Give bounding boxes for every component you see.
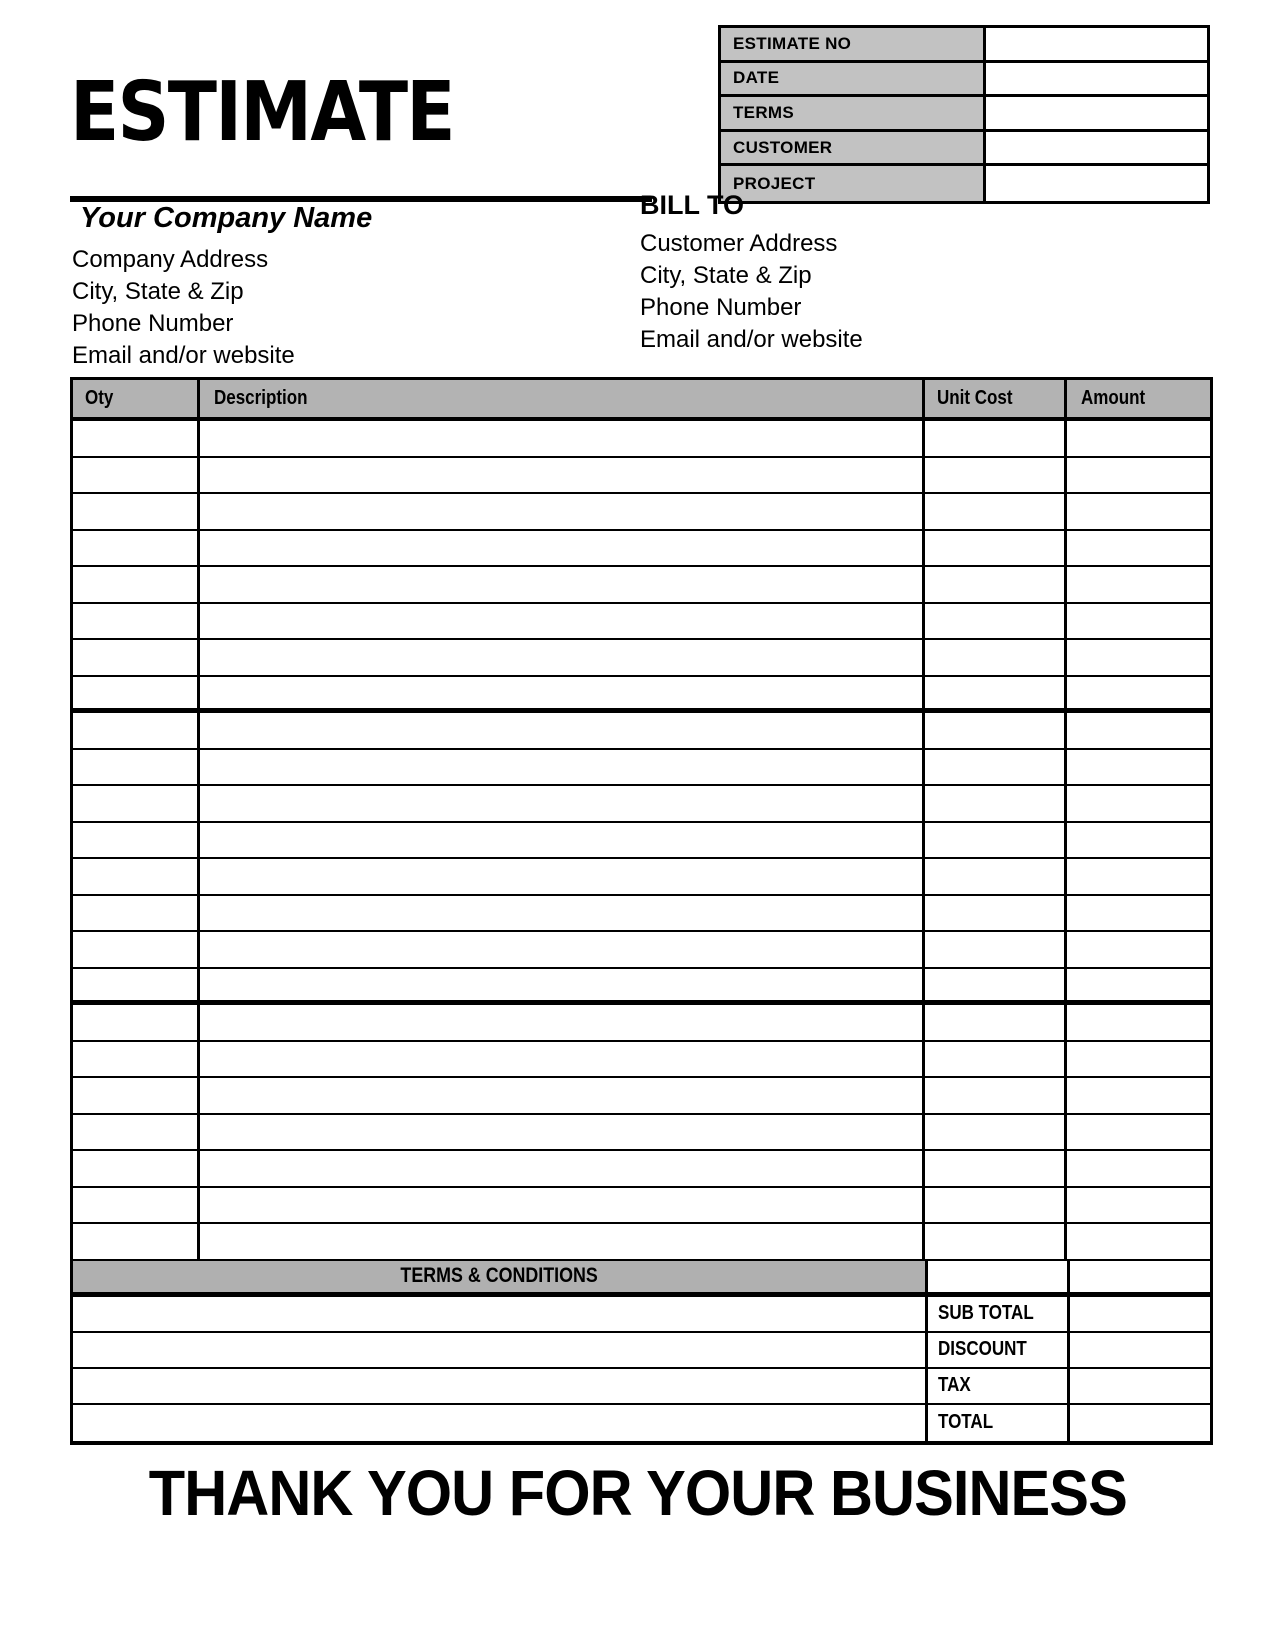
item-amount-cell[interactable]	[1067, 1188, 1210, 1223]
company-phone-line: Phone Number	[72, 310, 234, 337]
item-unit-cost-cell[interactable]	[925, 494, 1067, 529]
total-value-field[interactable]	[1070, 1369, 1210, 1403]
item-row	[73, 640, 1210, 677]
items-header-row	[73, 380, 1210, 421]
estimate-info-table	[718, 25, 1210, 204]
item-unit-cost-cell[interactable]	[925, 458, 1067, 493]
item-unit-cost-cell[interactable]	[925, 604, 1067, 639]
total-label-text: TOTAL	[938, 1411, 994, 1433]
item-description-cell[interactable]	[200, 896, 925, 931]
item-row	[73, 677, 1210, 714]
total-label-total	[928, 1405, 1070, 1441]
item-unit-cost-cell[interactable]	[925, 421, 1067, 456]
item-row	[73, 1005, 1210, 1042]
header-cell-unit-cost: Unit Cost	[925, 380, 1067, 417]
item-unit-cost-cell[interactable]	[925, 859, 1067, 894]
item-amount-cell[interactable]	[1067, 494, 1210, 529]
item-qty-cell[interactable]	[73, 713, 200, 748]
item-unit-cost-cell[interactable]	[925, 750, 1067, 785]
info-label: PROJECT	[721, 166, 986, 201]
item-description-cell[interactable]	[200, 458, 925, 493]
company-name: Your Company Name	[80, 202, 373, 234]
item-description-cell[interactable]	[200, 1005, 925, 1040]
item-unit-cost-cell[interactable]	[925, 1115, 1067, 1150]
item-unit-cost-cell[interactable]	[925, 1224, 1067, 1259]
bill-to-city-line: City, State & Zip	[640, 262, 812, 289]
total-row	[73, 1369, 1210, 1405]
item-qty-cell[interactable]	[73, 677, 200, 709]
info-row	[721, 132, 1207, 167]
item-row	[73, 786, 1210, 823]
item-description-cell[interactable]	[200, 604, 925, 639]
total-label-text: DISCOUNT	[938, 1338, 1027, 1360]
item-row	[73, 531, 1210, 568]
item-description-cell[interactable]	[200, 1078, 925, 1113]
company-email-line: Email and/or website	[72, 342, 295, 369]
item-description-cell[interactable]	[200, 677, 925, 709]
total-label-sub-total	[928, 1297, 1070, 1331]
header-cell-qty: Oty	[73, 380, 200, 417]
item-description-cell[interactable]	[200, 859, 925, 894]
total-row	[73, 1297, 1210, 1333]
bill-to-address-line: Customer Address	[640, 230, 838, 257]
item-row	[73, 1115, 1210, 1152]
item-qty-cell[interactable]	[73, 932, 200, 967]
item-row	[73, 604, 1210, 641]
item-row	[73, 750, 1210, 787]
item-qty-cell[interactable]	[73, 969, 200, 1001]
item-amount-cell[interactable]	[1067, 677, 1210, 709]
item-unit-cost-cell[interactable]	[925, 1005, 1067, 1040]
item-unit-cost-cell[interactable]	[925, 786, 1067, 821]
item-qty-cell[interactable]	[73, 1042, 200, 1077]
item-description-cell[interactable]	[200, 750, 925, 785]
info-value-field[interactable]	[986, 166, 1207, 201]
item-qty-cell[interactable]	[73, 1188, 200, 1223]
item-row	[73, 1224, 1210, 1261]
item-row	[73, 1188, 1210, 1225]
item-qty-cell[interactable]	[73, 1224, 200, 1259]
item-unit-cost-cell[interactable]	[925, 713, 1067, 748]
info-value-field[interactable]	[986, 63, 1207, 95]
item-amount-cell[interactable]	[1067, 823, 1210, 858]
item-amount-cell[interactable]	[1067, 969, 1210, 1001]
item-unit-cost-cell[interactable]	[925, 896, 1067, 931]
item-description-cell[interactable]	[200, 494, 925, 529]
thank-you-footer	[0, 1458, 1275, 1528]
header-cell-amount: Amount	[1081, 387, 1146, 409]
item-qty-cell[interactable]	[73, 1078, 200, 1113]
item-description-cell[interactable]	[200, 969, 925, 1001]
item-row	[73, 823, 1210, 860]
item-amount-cell[interactable]	[1067, 421, 1210, 456]
info-row	[721, 97, 1207, 132]
items-body	[73, 421, 1210, 1261]
item-description-cell[interactable]	[200, 567, 925, 602]
header-cell-description: Description	[200, 380, 925, 417]
total-row	[73, 1333, 1210, 1369]
item-row	[73, 458, 1210, 495]
bill-to-block	[640, 190, 863, 356]
info-label: DATE	[721, 63, 986, 95]
item-row	[73, 1042, 1210, 1079]
item-amount-cell[interactable]	[1067, 567, 1210, 602]
item-qty-cell[interactable]	[73, 1151, 200, 1186]
item-amount-cell[interactable]	[1067, 1115, 1210, 1150]
item-unit-cost-cell[interactable]	[925, 640, 1067, 675]
terms-row	[73, 1261, 1210, 1297]
item-qty-cell[interactable]	[73, 1005, 200, 1040]
terms-and-conditions-bar	[73, 1261, 928, 1292]
company-city-line: City, State & Zip	[72, 278, 244, 305]
item-description-cell[interactable]	[200, 1042, 925, 1077]
item-row	[73, 1078, 1210, 1115]
total-value-field[interactable]	[1070, 1297, 1210, 1331]
item-row	[73, 494, 1210, 531]
total-value-field[interactable]	[1070, 1405, 1210, 1441]
item-description-cell[interactable]	[200, 1188, 925, 1223]
item-unit-cost-cell[interactable]	[925, 969, 1067, 1001]
info-value-field[interactable]	[986, 97, 1207, 129]
terms-and-conditions-label: TERMS & CONDITIONS	[400, 1264, 598, 1287]
total-row	[73, 1405, 1210, 1441]
item-amount-cell[interactable]	[1067, 531, 1210, 566]
item-qty-cell[interactable]	[73, 604, 200, 639]
info-label: TERMS	[721, 97, 986, 129]
item-row	[73, 859, 1210, 896]
item-qty-cell[interactable]	[73, 458, 200, 493]
item-description-cell[interactable]	[200, 932, 925, 967]
item-amount-cell[interactable]	[1067, 859, 1210, 894]
terms-text-area-cell[interactable]	[73, 1333, 928, 1367]
total-label-discount	[928, 1333, 1070, 1367]
info-value-field[interactable]	[986, 28, 1207, 60]
estimate-info-rows	[721, 28, 1207, 201]
item-row	[73, 896, 1210, 933]
item-description-cell[interactable]	[200, 786, 925, 821]
totals-section	[73, 1297, 1210, 1441]
item-qty-cell[interactable]	[73, 567, 200, 602]
item-amount-cell[interactable]	[1067, 786, 1210, 821]
item-amount-cell[interactable]	[1067, 458, 1210, 493]
item-unit-cost-cell[interactable]	[925, 1042, 1067, 1077]
item-qty-cell[interactable]	[73, 786, 200, 821]
item-unit-cost-cell[interactable]	[925, 932, 1067, 967]
item-amount-cell[interactable]	[1067, 713, 1210, 748]
item-description-cell[interactable]	[200, 1224, 925, 1259]
item-amount-cell[interactable]	[1067, 1042, 1210, 1077]
item-qty-cell[interactable]	[73, 494, 200, 529]
item-unit-cost-cell[interactable]	[925, 1188, 1067, 1223]
item-row	[73, 932, 1210, 969]
item-row	[73, 567, 1210, 604]
item-description-cell[interactable]	[200, 823, 925, 858]
item-amount-cell[interactable]	[1067, 1151, 1210, 1186]
item-description-cell[interactable]	[200, 1151, 925, 1186]
item-qty-cell[interactable]	[73, 1115, 200, 1150]
terms-row-amount-cell[interactable]	[1070, 1261, 1210, 1292]
item-amount-cell[interactable]	[1067, 896, 1210, 931]
item-qty-cell[interactable]	[73, 859, 200, 894]
page-title: ESTIMATE	[70, 65, 454, 160]
item-amount-cell[interactable]	[1067, 932, 1210, 967]
item-unit-cost-cell[interactable]	[925, 567, 1067, 602]
item-qty-cell[interactable]	[73, 750, 200, 785]
bill-to-phone-line: Phone Number	[640, 294, 802, 321]
item-description-cell[interactable]	[200, 713, 925, 748]
terms-text-area-cell[interactable]	[73, 1405, 928, 1441]
item-amount-cell[interactable]	[1067, 750, 1210, 785]
item-unit-cost-cell[interactable]	[925, 1078, 1067, 1113]
item-description-cell[interactable]	[200, 1115, 925, 1150]
item-row	[73, 421, 1210, 458]
info-value-field[interactable]	[986, 132, 1207, 164]
item-amount-cell[interactable]	[1067, 640, 1210, 675]
item-unit-cost-cell[interactable]	[925, 531, 1067, 566]
bill-to-heading: BILL TO	[640, 190, 745, 220]
item-qty-cell[interactable]	[73, 823, 200, 858]
item-qty-cell[interactable]	[73, 531, 200, 566]
terms-text-area-cell[interactable]	[73, 1297, 928, 1331]
item-qty-cell[interactable]	[73, 421, 200, 456]
info-row	[721, 28, 1207, 63]
total-label-text: TAX	[938, 1374, 971, 1396]
item-amount-cell[interactable]	[1067, 1224, 1210, 1259]
item-description-cell[interactable]	[200, 531, 925, 566]
item-amount-cell[interactable]	[1067, 1078, 1210, 1113]
item-description-cell[interactable]	[200, 640, 925, 675]
bill-to-email-line: Email and/or website	[640, 326, 863, 353]
item-unit-cost-cell[interactable]	[925, 823, 1067, 858]
item-row	[73, 969, 1210, 1006]
item-amount-cell[interactable]	[1067, 604, 1210, 639]
item-unit-cost-cell[interactable]	[925, 1151, 1067, 1186]
terms-row-unit-cost-cell[interactable]	[928, 1261, 1070, 1292]
info-row	[721, 63, 1207, 98]
item-qty-cell[interactable]	[73, 640, 200, 675]
item-unit-cost-cell[interactable]	[925, 677, 1067, 709]
total-label-tax	[928, 1369, 1070, 1403]
total-label-text: SUB TOTAL	[938, 1302, 1034, 1324]
info-label: CUSTOMER	[721, 132, 986, 164]
item-amount-cell[interactable]	[1067, 1005, 1210, 1040]
item-row	[73, 713, 1210, 750]
item-description-cell[interactable]	[200, 421, 925, 456]
terms-text-area-cell[interactable]	[73, 1369, 928, 1403]
company-address-line: Company Address	[72, 246, 269, 273]
thank-you-text: THANK YOU FOR YOUR BUSINESS	[148, 1457, 1127, 1529]
item-row	[73, 1151, 1210, 1188]
company-block	[72, 202, 372, 372]
items-table	[70, 377, 1213, 1445]
item-qty-cell[interactable]	[73, 896, 200, 931]
info-label: ESTIMATE NO	[721, 28, 986, 60]
total-value-field[interactable]	[1070, 1333, 1210, 1367]
